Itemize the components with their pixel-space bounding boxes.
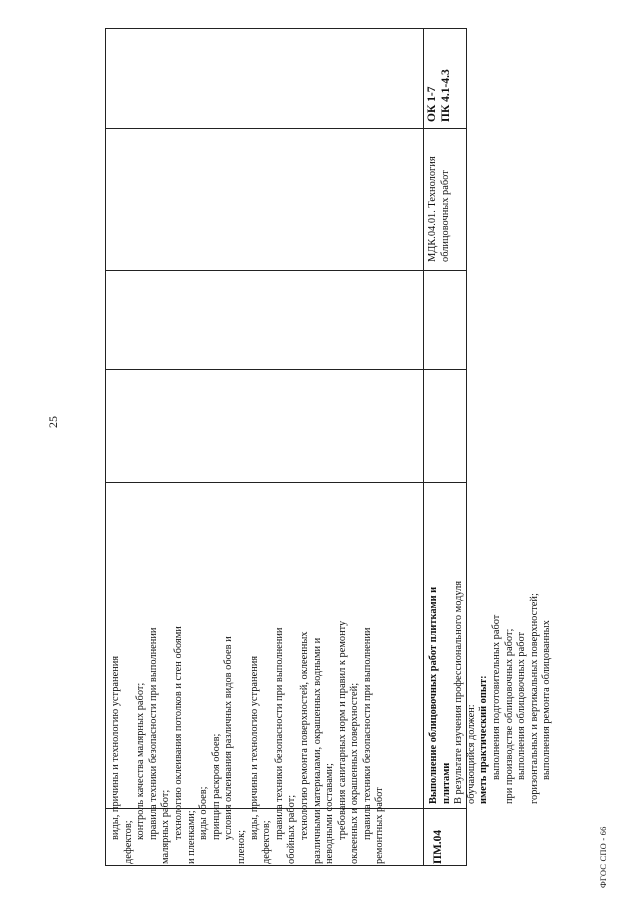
skill-line: технологию ремонта поверхностей, оклеенных (298, 631, 310, 840)
skill-line: В результате изучения профессионального модуля (453, 580, 465, 804)
skill-line: технологию оклеивания потолков и стен обоями (172, 626, 184, 840)
skill-line: иметь практический опыт: (478, 675, 490, 804)
module-code: ПМ.04 (432, 829, 444, 864)
mdk-cell (427, 156, 452, 262)
mdk-line: облицовочных работ (439, 170, 451, 262)
skills-cell-lower (428, 581, 554, 804)
skill-line: выполнения подготовительных работ (490, 614, 502, 780)
competency-line: ПК 4.1-4.3 (439, 69, 452, 122)
skill-line: дефектов; (122, 820, 134, 864)
skill-line: дефектов; (261, 820, 273, 864)
row-divider (105, 128, 467, 129)
row-divider (105, 369, 467, 370)
skill-line: малярных работ; (160, 789, 172, 864)
skill-line: требования санитарных норм и правил к ремонту (336, 620, 348, 840)
mdk-line: МДК.04.01. Технология (427, 156, 438, 262)
skill-line: условия оклеивания различных видов обоев и (223, 636, 235, 840)
footer-code: ФГОС СПО - 66 (598, 826, 608, 888)
skill-line: Выполнение облицовочных работ плитками и (428, 586, 439, 804)
skill-line: правила техники безопасности при выполнении (147, 627, 159, 840)
skill-line: плитами (440, 762, 452, 804)
skill-line: неводными составами; (324, 763, 336, 864)
skill-line: при производстве облицовочных работ; (503, 628, 515, 804)
skill-line: оклеенных и окрашенных поверхностей; (349, 682, 361, 864)
row-divider (105, 270, 467, 271)
skill-line: различными материалами, окрашенных водными и (311, 637, 323, 864)
skill-line: обучающийся должен: (465, 704, 477, 804)
skill-line: ремонтных работ (374, 787, 386, 864)
row-divider (105, 482, 467, 483)
skill-line: контроль качества малярных работ; (135, 682, 147, 840)
skill-line: правила техники безопасности при выполнении (361, 627, 373, 840)
skill-line: правила техники безопасности при выполнении (273, 627, 285, 840)
skills-cell-upper (110, 524, 387, 864)
skill-line: виды, причины и технологию устранения (248, 655, 260, 840)
skill-line: выполнения ремонта облицованных (541, 620, 553, 780)
skill-line: принцип раскроя обоев; (210, 733, 222, 840)
skill-line: обойных работ; (286, 794, 298, 864)
skill-line: виды обоев; (198, 786, 210, 840)
skill-line: виды, причины и технологию устранения (110, 655, 121, 840)
page-number: 25 (46, 416, 60, 428)
skill-line: пленок; (235, 829, 247, 864)
column-divider (423, 28, 424, 866)
competencies-cell (426, 69, 453, 122)
module-code-cell (432, 830, 445, 864)
skill-line: и пленками; (185, 810, 197, 864)
skill-line: выполнения облицовочных работ (516, 631, 528, 780)
skill-line: горизонтальных и вертикальных поверхностей; (528, 593, 540, 804)
competency-line: ОК 1-7 (426, 86, 438, 122)
